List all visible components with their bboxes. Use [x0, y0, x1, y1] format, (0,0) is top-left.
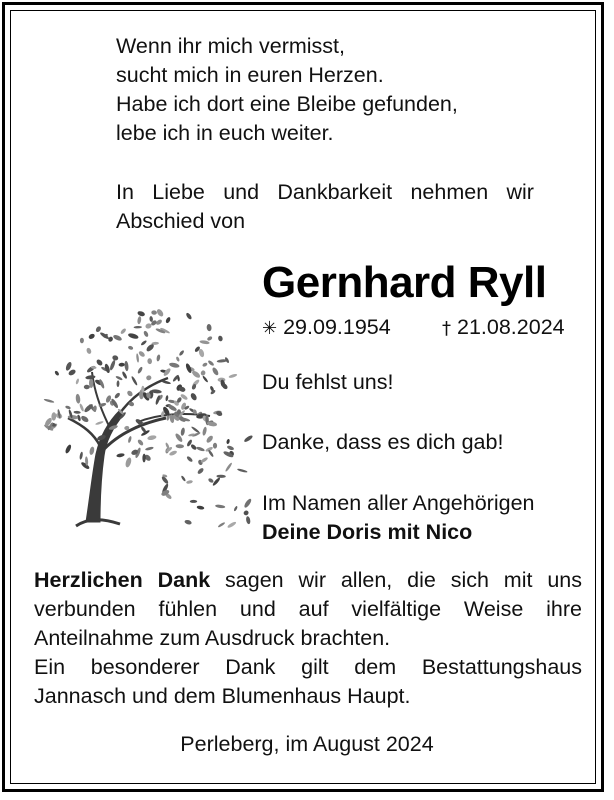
leaf [213, 443, 217, 449]
leaf [121, 371, 128, 379]
leaf [89, 378, 93, 388]
leaf [181, 475, 187, 482]
poem-line: lebe ich in euch weiter. [116, 121, 334, 145]
leaf [65, 361, 73, 371]
thanks-paragraph [34, 566, 582, 711]
leaf [75, 394, 81, 404]
leaf [95, 325, 102, 333]
leaf [124, 361, 129, 372]
leaf [149, 316, 153, 322]
leaf [125, 457, 133, 468]
leaf [54, 370, 60, 376]
leaf [200, 456, 208, 463]
leaf [131, 376, 138, 386]
leaf [226, 439, 230, 445]
death-date-value: 21.08.2024 [457, 315, 565, 339]
birth-date [262, 313, 391, 343]
leaf [86, 347, 92, 354]
leaf [112, 334, 122, 342]
leaf [161, 380, 171, 385]
intro-word: Liebe [152, 180, 205, 204]
leaf [197, 467, 205, 475]
intro-word: und [223, 180, 260, 204]
leaf [84, 385, 90, 390]
leaf [80, 415, 89, 424]
leaf [136, 353, 140, 362]
leaf [243, 434, 253, 443]
leaf [205, 435, 214, 444]
leaf [145, 446, 154, 451]
leaf [151, 310, 157, 315]
leaf [202, 426, 208, 436]
place-date: Perleberg, im August 2024 [180, 732, 434, 756]
leaf [200, 370, 206, 376]
leaf [165, 395, 169, 401]
leaf [190, 392, 198, 401]
cross-icon: † [442, 318, 451, 339]
leaf [190, 500, 197, 503]
leaf [120, 328, 127, 335]
leaf [115, 375, 123, 381]
leaf [217, 522, 225, 528]
leaf [186, 455, 193, 462]
leaf [211, 367, 219, 377]
leaf [228, 373, 237, 378]
leaf [146, 375, 152, 381]
leaf [245, 516, 250, 525]
leaf [137, 366, 143, 374]
intro-word: wir [506, 180, 534, 204]
leaf [165, 316, 171, 323]
leaf [176, 444, 185, 448]
poem [116, 32, 536, 148]
leaf [184, 519, 192, 525]
poem-line: Wenn ihr mich vermisst, [116, 34, 345, 58]
leaf [185, 312, 192, 320]
intro-text [116, 178, 536, 236]
birth-date-value: 29.09.1954 [283, 315, 391, 339]
leaf [206, 336, 212, 342]
leaf [75, 378, 79, 385]
death-date [442, 313, 565, 343]
leaf [119, 363, 125, 367]
leaf [64, 444, 72, 454]
star-icon: ✳ [262, 318, 278, 339]
leaf [156, 308, 165, 318]
leaf [137, 316, 142, 324]
leaf [207, 360, 214, 367]
leaf [243, 498, 252, 509]
leaf [109, 359, 116, 371]
intro-word: nehmen [410, 180, 489, 204]
poem-line: Habe ich dort eine Bleibe gefunden, [116, 92, 458, 116]
leaf [137, 310, 146, 317]
leaf [79, 403, 85, 412]
leaf [140, 426, 147, 434]
leaf [147, 358, 152, 364]
leaf [88, 333, 96, 340]
thanks-text: sagen wir allen, die sich mit uns [210, 568, 582, 592]
leaf [116, 453, 125, 458]
leaf [80, 338, 84, 344]
leaf [233, 506, 238, 512]
leaf [178, 350, 184, 357]
message-thanks-existence: Danke, dass es dich gab! [262, 430, 504, 454]
leaf [196, 446, 205, 452]
leaf [237, 468, 248, 473]
leaf [142, 454, 146, 463]
leaf [95, 420, 104, 425]
leaf [218, 335, 224, 342]
leaf [227, 521, 237, 529]
leaf [145, 323, 152, 330]
leaf [215, 504, 226, 509]
leaf [147, 435, 157, 441]
message-miss: Du fehlst uns! [262, 370, 394, 394]
leaf [107, 336, 113, 343]
intro-line-2: Abschied von [116, 209, 246, 233]
intro-word: Dankbarkeit [277, 180, 393, 204]
leaf [196, 505, 204, 510]
leaf [93, 405, 98, 412]
intro-word: In [116, 180, 134, 204]
poem-line: sucht mich in euren Herzen. [116, 63, 384, 87]
leaf [127, 332, 139, 340]
leaf [175, 356, 180, 362]
leaf [79, 452, 83, 460]
leaf [65, 405, 71, 410]
leaf [202, 362, 208, 367]
leaf [114, 392, 121, 399]
thanks-row: Ein besonderer Dank gilt dem Bestattungshaus [34, 655, 582, 679]
intro-line-1 [116, 178, 534, 207]
leaf [73, 411, 80, 414]
leaf [186, 480, 193, 485]
leaf [86, 365, 96, 374]
leaf [202, 375, 209, 383]
leaf [180, 427, 185, 436]
leaf [126, 390, 133, 398]
leaf [143, 330, 149, 337]
message-on-behalf: Im Namen aller Angehörigen [262, 491, 535, 515]
signature: Deine Doris mit Nico [262, 520, 473, 544]
windblown-tree-icon [34, 286, 254, 536]
leaf [128, 345, 134, 350]
leaf [116, 380, 119, 387]
leaf [95, 358, 103, 366]
leaf [43, 398, 54, 403]
leaf [225, 462, 233, 472]
leaf [206, 324, 212, 332]
leaf [112, 355, 119, 362]
leaf [169, 362, 180, 369]
leaf [226, 445, 234, 451]
thanks-row: Jannasch und dem Blumenhaus Haupt. [34, 684, 411, 708]
leaf [134, 326, 142, 329]
deceased-name: Gernhard Ryll [262, 258, 547, 307]
thanks-row: Anteilnahme zum Ausdruck brachten. [34, 626, 391, 650]
leaf [190, 443, 197, 450]
thanks-row [34, 566, 582, 595]
thanks-bold: Herzlichen Dank [34, 568, 211, 592]
leaf [208, 477, 215, 483]
leaf [216, 475, 226, 479]
leaf [85, 375, 96, 380]
leaf [243, 510, 250, 516]
leaf [127, 436, 132, 444]
leaf [99, 331, 110, 340]
leaf [140, 340, 147, 346]
leaf [156, 354, 161, 362]
leaf [89, 446, 95, 455]
thanks-row: verbunden fühlen und auf vielfältige Weise ihre [34, 597, 582, 621]
leaf [138, 350, 146, 358]
leaf [137, 439, 144, 447]
leaf [208, 449, 215, 457]
leaf [51, 412, 56, 421]
